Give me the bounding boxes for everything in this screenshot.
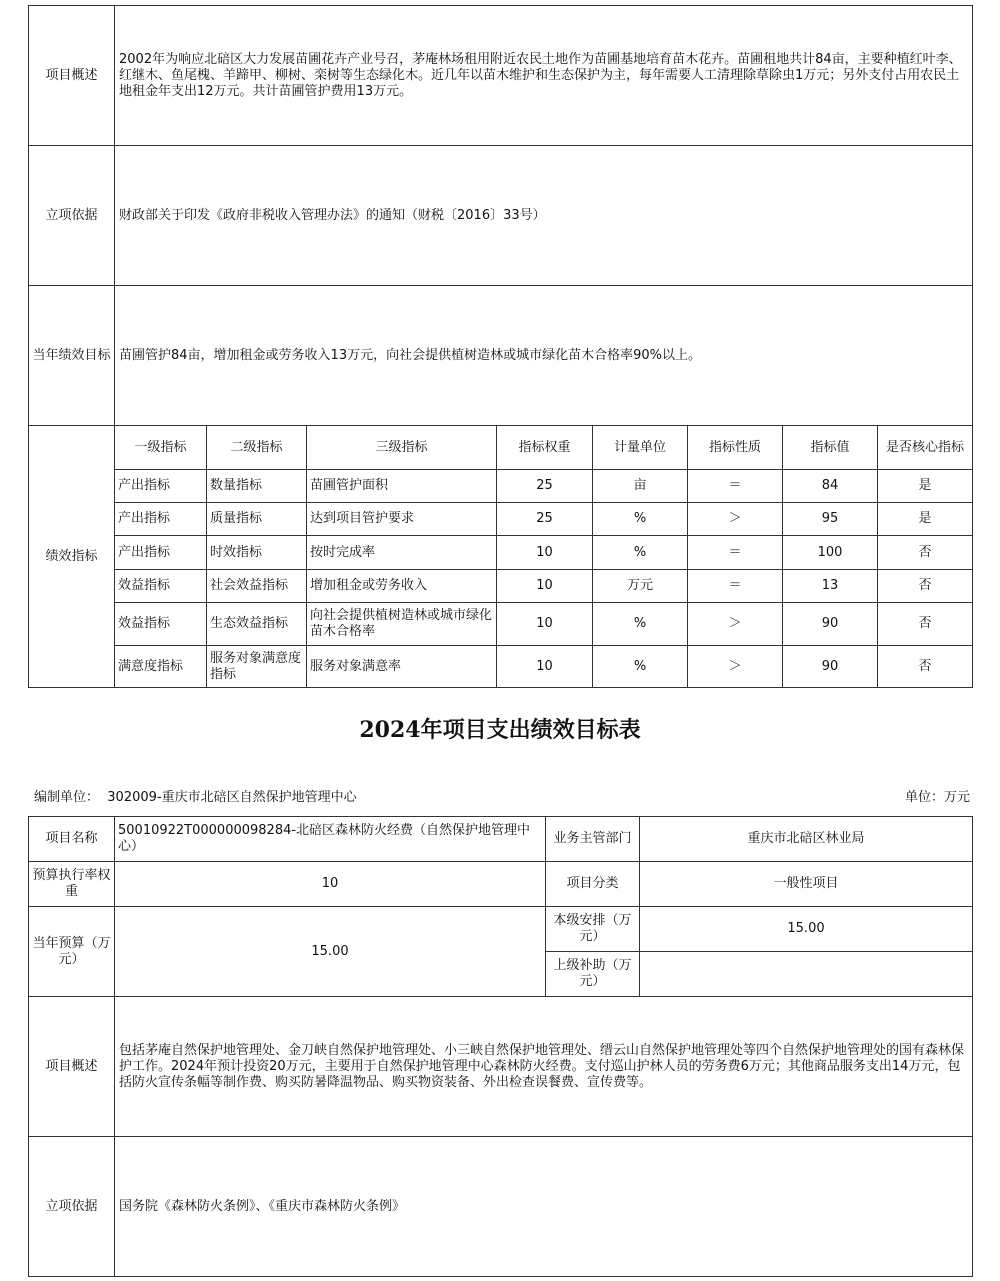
cell: 100: [783, 536, 878, 570]
header-cell: 计量单位: [593, 426, 688, 470]
header-cell: 一级指标: [115, 426, 207, 470]
performance-table-2024: [28, 816, 973, 1277]
cell: 增加租金或劳务收入: [307, 570, 497, 603]
cell: 时效指标: [207, 536, 307, 570]
superior-label: 上级补助（万元）: [546, 952, 640, 997]
cell: 否: [878, 570, 973, 603]
cell: 10: [497, 646, 593, 688]
header-cell: 三级指标: [307, 426, 497, 470]
basis-label: 立项依据: [29, 146, 115, 286]
indicator-row: [29, 646, 973, 688]
cell: %: [593, 603, 688, 646]
cell: 否: [878, 646, 973, 688]
overview-text: 2002年为响应北碚区大力发展苗圃花卉产业号召，茅庵林场租用附近农民土地作为苗圃基地培育苗木花卉。苗圃租地共计84亩，主要种植红叶李、红继木、鱼尾槐、羊蹄甲、柳树、栾树等生态绿化木。近几年以苗木维护和生态保护为主，每年需要人工清理除草除虫1万元；另外支付占用农民土地租金年支出12万元。共计苗圃管护费用13万元。: [115, 6, 973, 146]
header-cell: 指标权重: [497, 426, 593, 470]
unit-label: 单位：万元: [904, 790, 970, 805]
cell: 否: [878, 536, 973, 570]
dept-value: 重庆市北碚区林业局: [640, 817, 973, 862]
indicator-row: [29, 603, 973, 646]
superior-value: [640, 952, 973, 997]
cell: 25: [497, 503, 593, 536]
cell: 效益指标: [115, 603, 207, 646]
cell: 84: [783, 470, 878, 503]
cell: ＞: [688, 503, 783, 536]
cell: 是: [878, 470, 973, 503]
basis-text: 财政部关于印发《政府非税收入管理办法》的通知（财税〔2016〕33号）: [115, 146, 973, 286]
cell: 按时完成率: [307, 536, 497, 570]
page-title: 2024年项目支出绩效目标表: [359, 717, 641, 743]
basis-row: [29, 146, 973, 286]
overview-label-2024: 项目概述: [29, 997, 115, 1137]
overview-row: [29, 6, 973, 146]
cell: 90: [783, 646, 878, 688]
overview-row-2024: [29, 997, 973, 1137]
basis-text-2024: 国务院《森林防火条例》、《重庆市森林防火条例》: [115, 1137, 973, 1277]
indicator-row: [29, 570, 973, 603]
org-label: 编制单位：: [34, 790, 100, 805]
cell: 达到项目管护要求: [307, 503, 497, 536]
cell: ＝: [688, 470, 783, 503]
cell: 满意度指标: [115, 646, 207, 688]
category-value: 一般性项目: [640, 862, 973, 907]
cell: 25: [497, 470, 593, 503]
exec-weight-row: [29, 862, 973, 907]
cell: 亩: [593, 470, 688, 503]
cell: 产出指标: [115, 470, 207, 503]
performance-table-prev: [28, 5, 973, 688]
budget-label: 当年预算（万元）: [29, 907, 115, 997]
project-name-label: 项目名称: [29, 817, 115, 862]
cell: 10: [497, 570, 593, 603]
header-cell: 二级指标: [207, 426, 307, 470]
local-label: 本级安排（万元）: [546, 907, 640, 952]
header-cell: 指标性质: [688, 426, 783, 470]
cell: 服务对象满意度指标: [207, 646, 307, 688]
project-name-row: [29, 817, 973, 862]
cell: 数量指标: [207, 470, 307, 503]
cell: %: [593, 536, 688, 570]
cell: 生态效益指标: [207, 603, 307, 646]
header-cell: 指标值: [783, 426, 878, 470]
exec-weight-label: 预算执行率权重: [29, 862, 115, 907]
indicator-row: [29, 536, 973, 570]
cell: 95: [783, 503, 878, 536]
header-cell: 是否核心指标: [878, 426, 973, 470]
org-value: 302009-重庆市北碚区自然保护地管理中心: [107, 790, 357, 805]
dept-label: 业务主管部门: [546, 817, 640, 862]
cell: 10: [497, 536, 593, 570]
basis-label-2024: 立项依据: [29, 1137, 115, 1277]
cell: 产出指标: [115, 536, 207, 570]
budget-value: 15.00: [115, 907, 546, 997]
annual-goal-row: [29, 286, 973, 426]
annual-goal-label: 当年绩效目标: [29, 286, 115, 426]
cell: 向社会提供植树造林或城市绿化苗木合格率: [307, 603, 497, 646]
cell: ＝: [688, 536, 783, 570]
exec-weight-value: 10: [115, 862, 546, 907]
cell: ＞: [688, 646, 783, 688]
indicators-label: 绩效指标: [29, 426, 115, 688]
cell: 质量指标: [207, 503, 307, 536]
category-label: 项目分类: [546, 862, 640, 907]
cell: 效益指标: [115, 570, 207, 603]
cell: 产出指标: [115, 503, 207, 536]
cell: 否: [878, 603, 973, 646]
local-value: 15.00: [640, 907, 973, 952]
cell: 社会效益指标: [207, 570, 307, 603]
cell: %: [593, 503, 688, 536]
basis-row-2024: [29, 1137, 973, 1277]
cell: %: [593, 646, 688, 688]
cell: 10: [497, 603, 593, 646]
cell: 是: [878, 503, 973, 536]
project-name: 50010922T000000098284-北碚区森林防火经费（自然保护地管理中心）: [115, 817, 546, 862]
indicator-row: [29, 503, 973, 536]
budget-row: [29, 907, 973, 952]
cell: 90: [783, 603, 878, 646]
cell: 13: [783, 570, 878, 603]
overview-text-2024: 包括茅庵自然保护地管理处、金刀峡自然保护地管理处、小三峡自然保护地管理处、缙云山自然保护地管理处等四个自然保护地管理处的国有森林保护工作。2024年预计投资20万元，主要用于自然保护地管理中心森林防火经费。支付巡山护林人员的劳务费6万元；其他商品服务支出14万元，包括防火宣传条幅等制作费、购买防暑降温物品、购买物资装备、外出检查误餐费、宣传费等。: [115, 997, 973, 1137]
indicator-header-row: [29, 426, 973, 470]
cell: 苗圃管护面积: [307, 470, 497, 503]
indicator-row: [29, 470, 973, 503]
cell: ＝: [688, 570, 783, 603]
org-info: [34, 786, 357, 805]
cell: 服务对象满意率: [307, 646, 497, 688]
overview-label: 项目概述: [29, 6, 115, 146]
annual-goal-text: 苗圃管护84亩，增加租金或劳务收入13万元，向社会提供植树造林或城市绿化苗木合格率90%以上。: [115, 286, 973, 426]
cell: ＞: [688, 603, 783, 646]
cell: 万元: [593, 570, 688, 603]
